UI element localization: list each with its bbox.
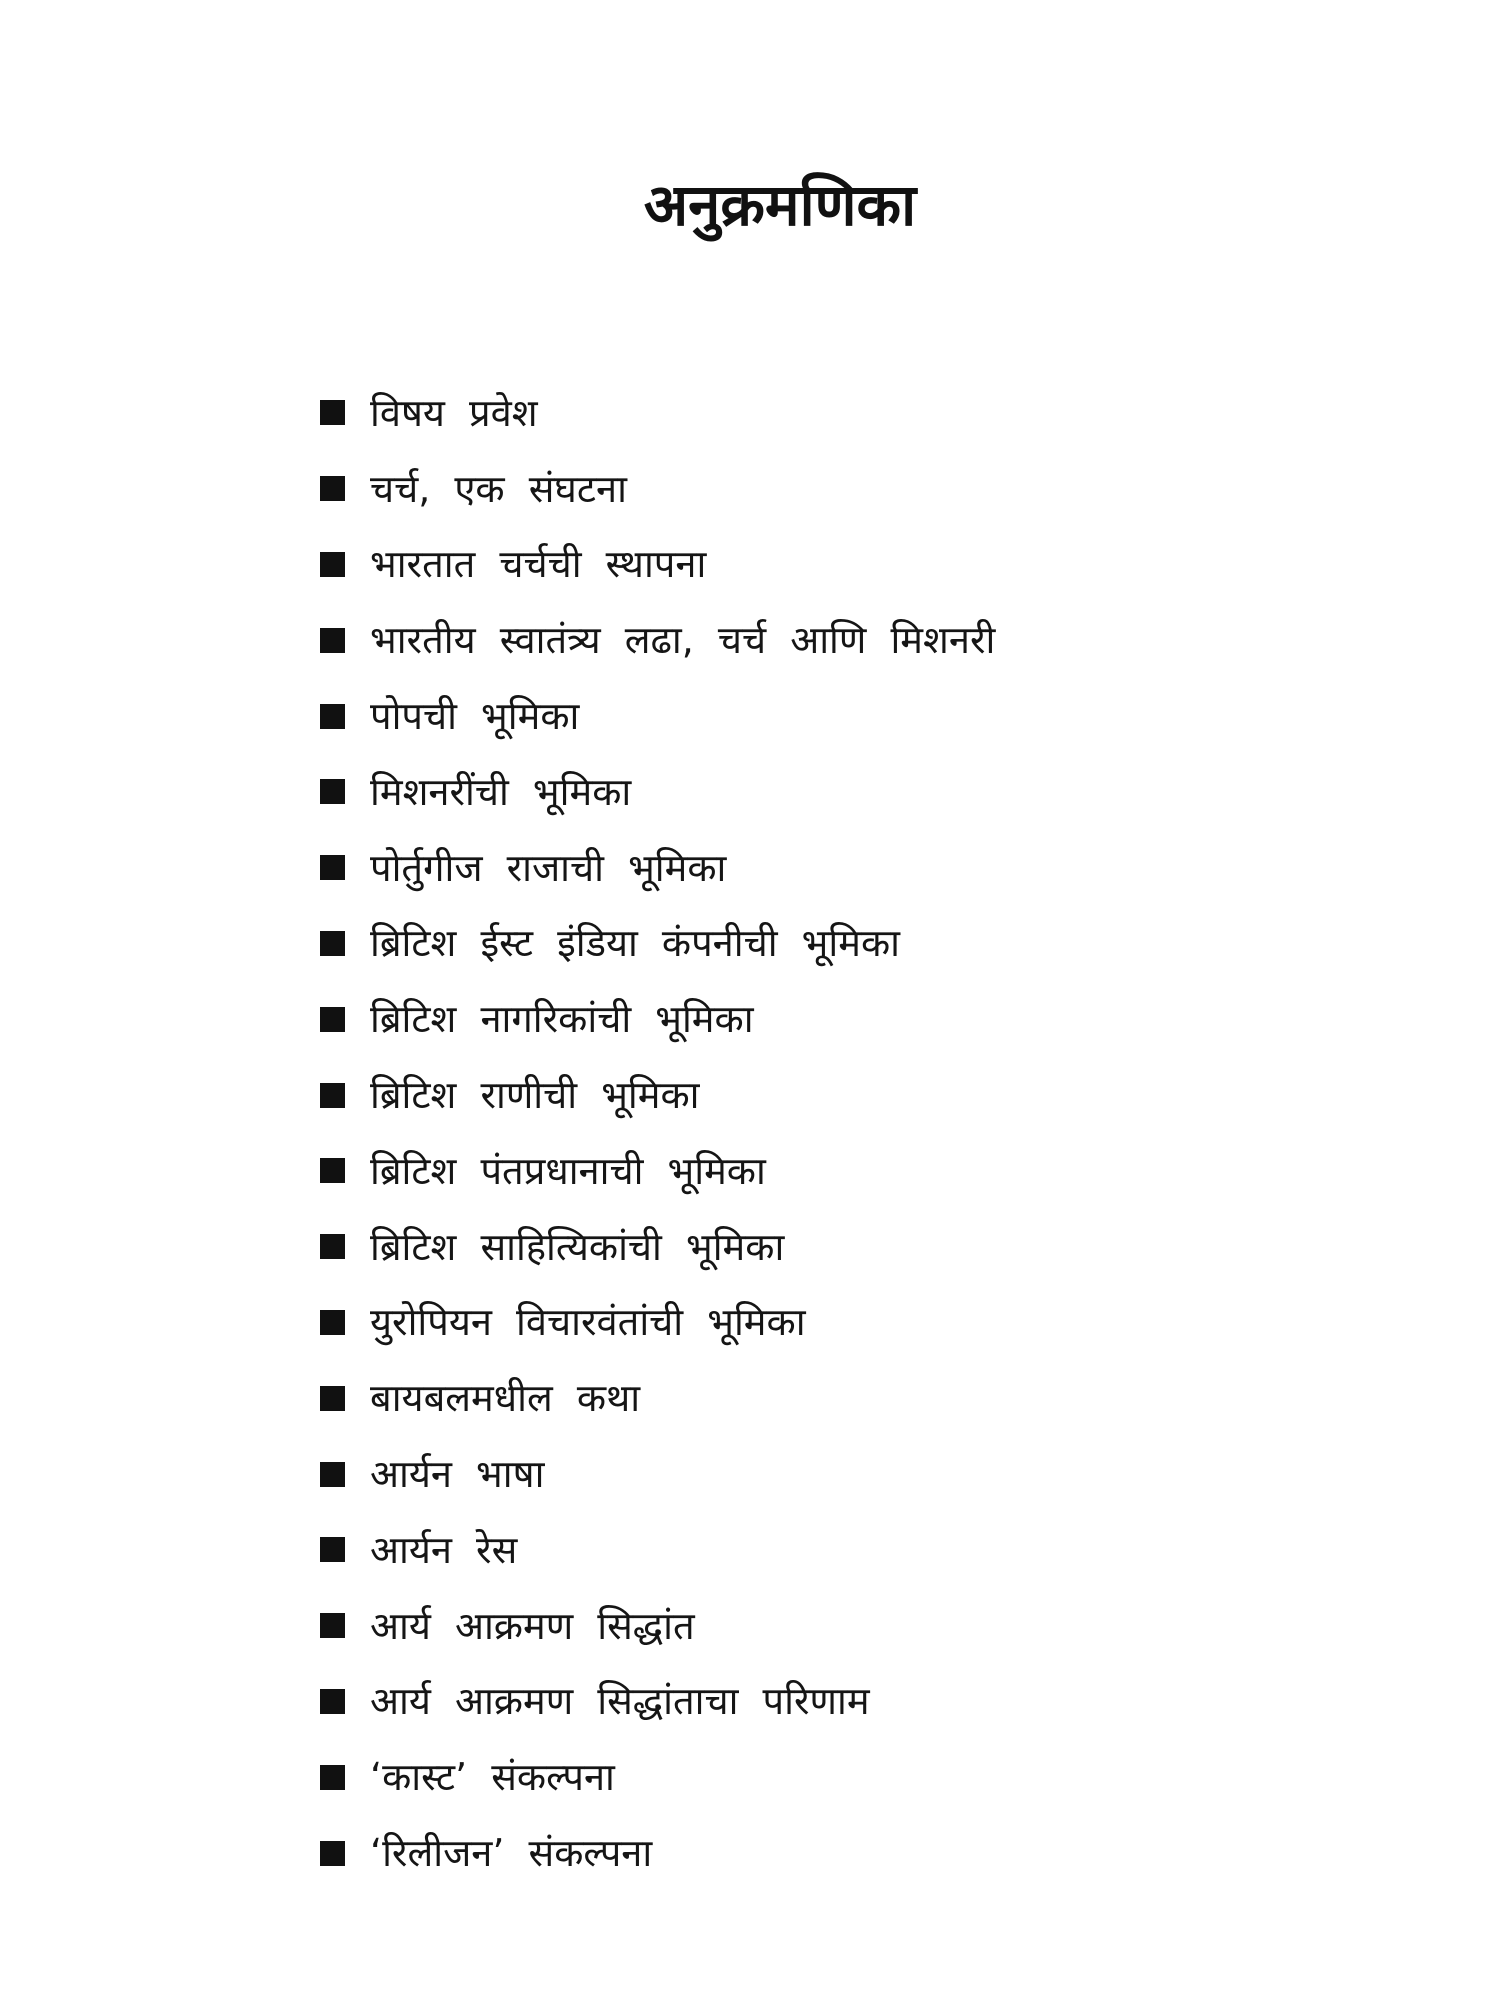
toc-item-label: युरोपियन विचारवंतांची भूमिका	[370, 1300, 806, 1345]
toc-item	[320, 754, 995, 830]
square-bullet-icon	[320, 1007, 345, 1032]
toc-item-label: चर्च, एक संघटना	[370, 466, 627, 511]
toc-item-label: भारतात चर्चची स्थापना	[370, 542, 707, 587]
toc-item	[320, 1588, 995, 1664]
toc-item-label: पोर्तुगीज राजाची भूमिका	[370, 845, 727, 890]
toc-item	[320, 830, 995, 906]
toc-item-label: पोपची भूमिका	[370, 694, 580, 739]
toc-item	[320, 1209, 995, 1285]
toc-item-label: बायबलमधील कथा	[370, 1376, 641, 1421]
square-bullet-icon	[320, 1841, 345, 1866]
square-bullet-icon	[320, 1234, 345, 1259]
toc-item	[320, 981, 995, 1057]
square-bullet-icon	[320, 1537, 345, 1562]
toc-item	[320, 375, 995, 451]
toc-item-label: आर्यन रेस	[370, 1527, 518, 1572]
toc-item-label: आर्य आक्रमण सिद्धांत	[370, 1603, 695, 1648]
square-bullet-icon	[320, 1613, 345, 1638]
square-bullet-icon	[320, 1689, 345, 1714]
toc-item	[320, 678, 995, 754]
square-bullet-icon	[320, 779, 345, 804]
toc-item	[320, 1512, 995, 1588]
square-bullet-icon	[320, 1386, 345, 1411]
toc-item-label: ब्रिटिश ईस्ट इंडिया कंपनीची भूमिका	[370, 921, 900, 966]
square-bullet-icon	[320, 1158, 345, 1183]
toc-item-label: भारतीय स्वातंत्र्य लढा, चर्च आणि मिशनरी	[370, 618, 996, 663]
square-bullet-icon	[320, 400, 345, 425]
toc-item-label: ब्रिटिश साहित्यिकांची भूमिका	[370, 1224, 785, 1269]
toc-item	[320, 1360, 995, 1436]
toc-item-label: ब्रिटिश नागरिकांची भूमिका	[370, 997, 754, 1042]
toc-item-label: आर्यन भाषा	[370, 1452, 545, 1497]
toc-item-label: ‘कास्ट’ संकल्पना	[370, 1755, 615, 1800]
toc-item	[320, 1664, 995, 1740]
table-of-contents	[320, 375, 995, 1891]
toc-item	[320, 1133, 995, 1209]
toc-item-label: विषय प्रवेश	[370, 390, 538, 435]
square-bullet-icon	[320, 1765, 345, 1790]
toc-item	[320, 451, 995, 527]
square-bullet-icon	[320, 855, 345, 880]
square-bullet-icon	[320, 1310, 345, 1335]
toc-item	[320, 1057, 995, 1133]
toc-item	[320, 527, 995, 603]
toc-item-label: ब्रिटिश पंतप्रधानाची भूमिका	[370, 1148, 766, 1193]
toc-item	[320, 1815, 995, 1891]
square-bullet-icon	[320, 628, 345, 653]
page-title: अनुक्रमणिका	[643, 171, 917, 239]
toc-item-label: ‘रिलीजन’ संकल्पना	[370, 1831, 653, 1876]
toc-item	[320, 602, 995, 678]
toc-item	[320, 1739, 995, 1815]
square-bullet-icon	[320, 1083, 345, 1108]
toc-item-label: मिशनरींची भूमिका	[370, 769, 632, 814]
square-bullet-icon	[320, 931, 345, 956]
square-bullet-icon	[320, 476, 345, 501]
toc-item-label: आर्य आक्रमण सिद्धांताचा परिणाम	[370, 1679, 870, 1724]
toc-item	[320, 1436, 995, 1512]
toc-item-label: ब्रिटिश राणीची भूमिका	[370, 1073, 700, 1118]
toc-item	[320, 906, 995, 982]
toc-item	[320, 1285, 995, 1361]
square-bullet-icon	[320, 552, 345, 577]
square-bullet-icon	[320, 704, 345, 729]
square-bullet-icon	[320, 1462, 345, 1487]
